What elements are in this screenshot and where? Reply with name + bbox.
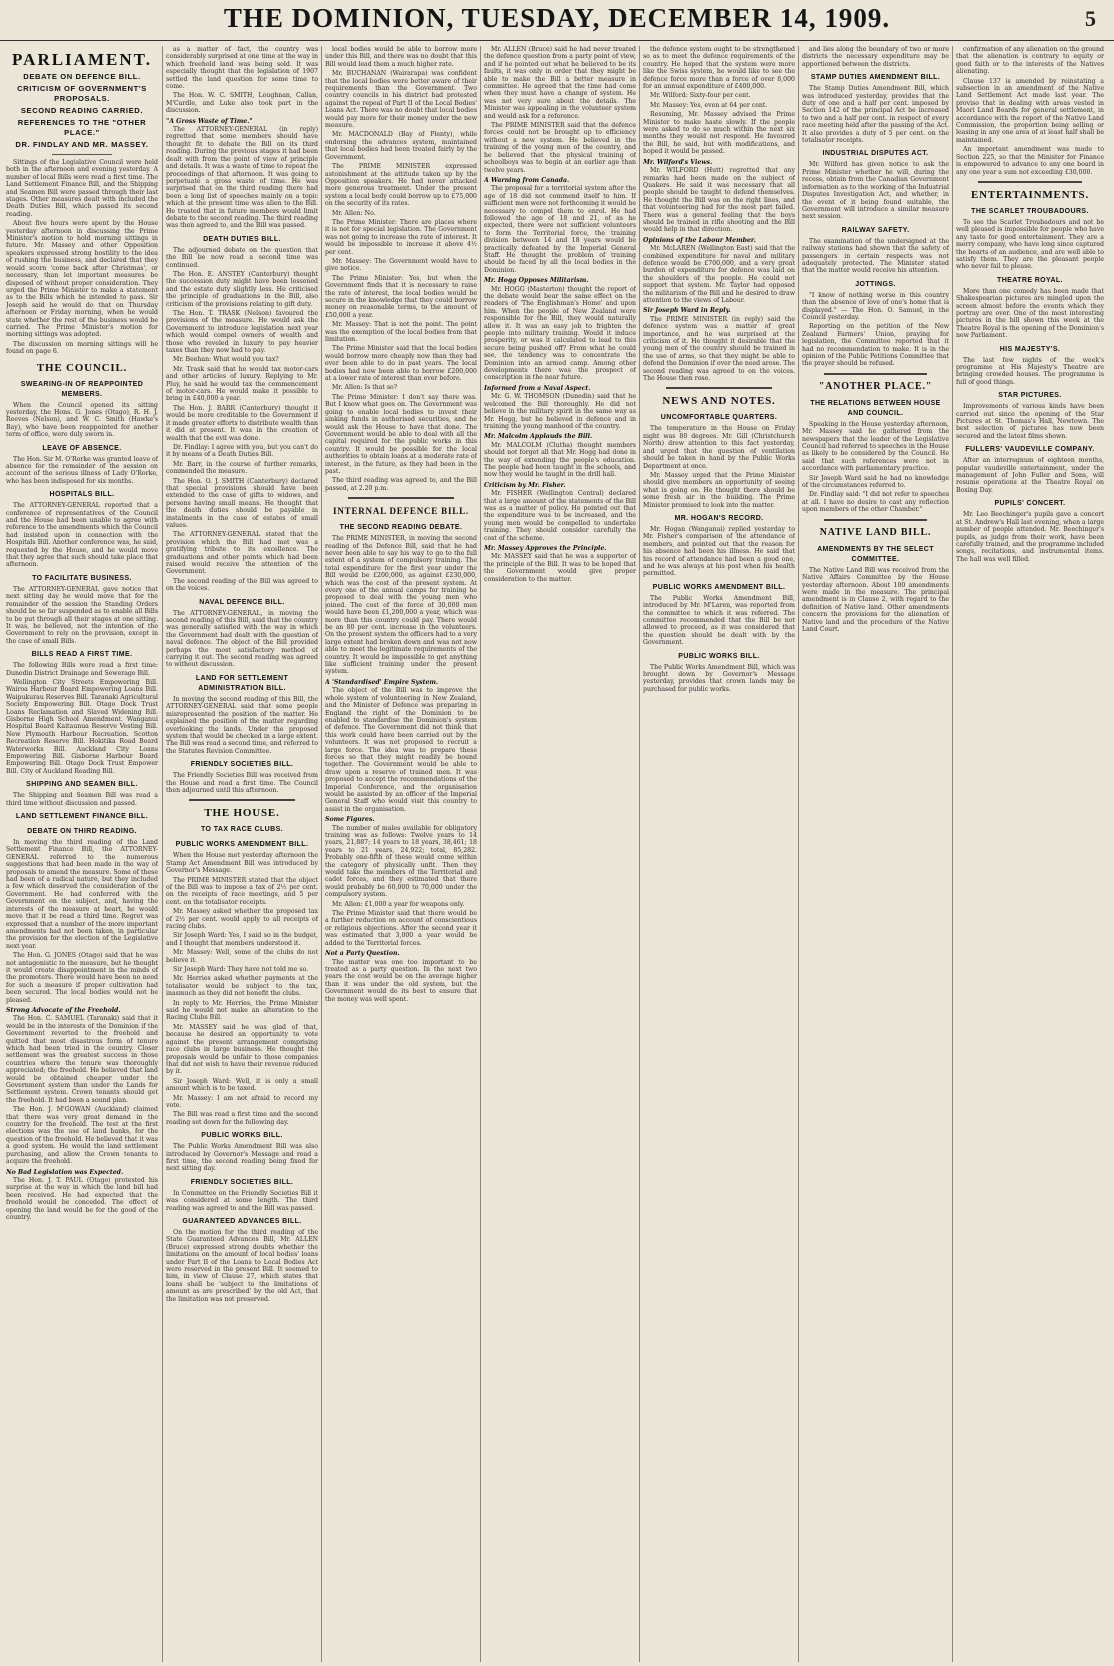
paragraph: The Prime Minister said that there would be a further reduction on account of conscientious or religious objections. After the second year it was estimated that 3,000 a year would be added to the Territorial forces. [325, 910, 477, 947]
paragraph: The Hon. J. T. PAUL (Otago) protested his surprise at the way in which the land bill had been received. He had expected that the freehold would be conceded. The effect of opening the land would be for the good of the country. [6, 1176, 158, 1221]
paragraph: The Prime Minister: There are places where it is not for special legislation. The Government was not going to increase the rate of interest. It would be impossible to increase it above 4½ per cent. [325, 218, 477, 256]
paragraph: An important amendment was made to Section 225, so that the Minister for Finance is empowered to advance to any one board in any one year a sum not exceeding £30,000. [956, 146, 1104, 176]
subheading: THE RELATIONS BETWEEN HOUSE AND COUNCIL. [810, 399, 941, 417]
paragraph: The Hon. G. JONES (Otago) said that he was not antagonistic to the measure, but he thought it would create disappointment in the minds of the promoters. There would have been no need for such a measure if proper cultivation had been secured. The local bodies would not be pleased. [6, 952, 158, 1004]
paragraph: The Hon. Sir M. O'Rorke was granted leave of absence for the remainder of the session on account of the serious illness of Lady O'Rorke, who has been indisposed for six months. [6, 455, 158, 485]
subheading: BILLS READ A FIRST TIME. [31, 651, 133, 659]
subheading: STAR PICTURES. [998, 392, 1062, 400]
subheading: PUBLIC WORKS BILL. [201, 1132, 283, 1140]
paragraph: When the House met yesterday afternoon the Stamp Act Amendment Bill was introduced by Governor's Message. [166, 852, 318, 875]
paragraph: Mr. Allen: £1,000 a year for weapons only. [332, 900, 465, 908]
section-heading-house: THE HOUSE. [204, 807, 280, 820]
subheading: PUBLIC WORKS AMENDMENT BILL. [652, 583, 786, 591]
column-2 [166, 46, 318, 1662]
subheading: TO FACILITATE BUSINESS. [32, 574, 132, 582]
page-number: 5 [1085, 6, 1096, 31]
paragraph: The Hon. E. ANSTEY (Canterbury) thought the succession duty might have been lessened and the estate duty slightly less. He criticised the principle of graduations in the Bill, also criticism of the provisions relating to gift duty. [166, 270, 318, 308]
subheading: JOTTINGS. [855, 280, 896, 288]
paragraph: Mr. Beehan: What would you tax? [173, 356, 279, 364]
paragraph: Dr. Findlay said: "I did not refer to speeches at all. I have no desire to cast any reflection upon members of the other Chamber." [802, 491, 949, 514]
section-heading-council: THE COUNCIL. [36, 361, 128, 374]
paragraph: The ATTORNEY-GENERAL stated that the provision which the Bill had met was a gratifying tribute to its excellence. The graduations and other points which had been raised would receive the attention of the Government. [166, 531, 318, 576]
paragraph: The adjourned debate on the question that the Bill be now read a second time was continued. [166, 246, 318, 269]
run-in-heading: A Warning from Canada. [484, 176, 570, 184]
paragraph: local bodies would be able to borrow more under this Bill, and there was no doubt that this Bill would lead them a much higher rate. [325, 46, 477, 68]
section-heading-news: NEWS AND NOTES. [662, 395, 776, 408]
subheading: DEBATE ON THIRD READING. [27, 828, 137, 836]
subheading: PUBLIC WORKS BILL. [678, 652, 760, 660]
paragraph: The examination of the undersigned at the railway stations had shown that the safety of passengers in certain respects was not adequately protected. The Minister stated that the matter would receive his attention. [802, 237, 949, 275]
column-rule [798, 46, 799, 1662]
subheading: PUBLIC WORKS AMENDMENT BILL. [175, 841, 309, 849]
paragraph: The Public Works Amendment Bill, which was brought down by Governor's Message yesterday, provides that crown lands may be purchased for public works. [643, 663, 795, 693]
subheading: SWEARING-IN OF REAPPOINTED MEMBERS. [20, 380, 144, 398]
subheading: CRITICISM OF GOVERNMENT'S PROPOSALS. [17, 84, 147, 103]
divider [824, 519, 927, 521]
paragraph: Mr. Massey: That is not the point. The point was the exemption of the local bodies from that limitation. [325, 321, 477, 344]
paragraph: Dr. Findlay: I agree with you, but you can't do it by means of a Death Duties Bill. [166, 443, 318, 459]
paragraph: The Bill was read a first time and the second reading set down for the following day. [166, 1111, 318, 1126]
paragraph: The PRIME MINISTER (in reply) said the defence system was a matter of great importance, and he was surprised at the criticism of it. He thought it desirable that the young men of the country should be trained in the use of arms, so that they might be able to defend the Dominion if ever the need arose. The second reading was agreed to on the voices. The House then rose. [643, 315, 795, 383]
paragraph: The number of males available for obligatory training was as follows: Twelve years to 14 years, 21,887; 14 years to 18 years, 38,461; 18 years to 21 years, 24,922; total, 85,282. Probably one-fifth of these would come within the category of physically unfit. Then they would take the members of the Territorial and cadet forces, and they estimated that there would probably be 60,000 to 70,000 under the compulsory system. [325, 824, 477, 899]
paragraph: The last few nights of the week's programme at His Majesty's Theatre are bringing crowded houses. The programme is full of good things. [956, 356, 1104, 386]
run-in-heading: No Bad Legislation was Expected. [6, 1168, 124, 1176]
divider [52, 154, 113, 155]
paragraph: Mr. Massey: I am not afraid to record my vote. [166, 1094, 318, 1109]
paragraph: The proposal for a territorial system after the age of 18 did not commend itself to him. If sufficient men were not forthcoming it would be necessary to compel them to enrol. He had followed the age of 18 and 21, of as he expected, there were not sufficient volunteers to form the Territorial force, the training division between 14 and 18 years would be practically defeated by the Imperial General Staff. He thought the problem of training should be faced by all the local bodies in the Dominion. [484, 185, 636, 274]
paragraph: Mr. Allen: No. [332, 209, 376, 217]
paragraph: In reply to Mr. Herries, the Prime Minister said he would not make an alteration to the Racing Clubs Bill. [166, 999, 318, 1022]
paragraph: Reporting on the petition of the New Zealand Farmers' Union, praying for legislation, the Committee reported that it had no recommendation to make. It is in the opinion of the Public Petitions Committee that the prayer should be refused. [802, 323, 949, 368]
subheading: HOSPITALS BILL. [49, 491, 115, 499]
run-in-heading: "A Gross Waste of Time." [166, 117, 253, 125]
paragraph: Mr. Herries asked whether payments at the totalisator would be subject to the tax, inasmuch as they did not benefit the clubs. [166, 975, 318, 998]
paragraph: The ATTORNEY-GENERAL reported that a conference of representatives of the Council and the House had been unable to agree with reference to the amendments which the Council had insisted upon in connection with the Hospitals Bill. Another conference was, he said, requested by the House, and he would move that they agree that such should take place that afternoon. [6, 502, 158, 569]
paragraph: On the motion for the third reading of the State Guaranteed Advances Bill, Mr. ALLEN (Bruce) expressed strong doubts whether the limitations on the amount of local bodies' loans under Part II of the Loans to Local Bodies Act were reserved in the present Bill. It seemed to him, in view of Clause 27, which states that loans shall be 'subject to the limitations of amount as are prescribed' by the old Act, that the limitation was not preserved. [166, 1229, 318, 1303]
paragraph: Mr. MALCOLM (Clutha) thought members should not forget all that Mr. Hogg had done in the way of extending the people's education. The people had been taught in the schools, and now they would be taught in the drill hall. [484, 441, 636, 479]
column-6 [802, 46, 949, 1662]
paragraph: Mr. Wilford has given notice to ask the Prime Minister whether he will, during the recess, obtain from the Canadian Government information as to the working of the Industrial Disputes Investigation Act, and whether, in the event of it being found suitable, the Government will introduce a similar measure next session. [802, 161, 949, 221]
masthead-title: THE DOMINION, TUESDAY, DECEMBER 14, 1909. [223, 3, 891, 33]
section-heading-another-place: "ANOTHER PLACE." [818, 380, 933, 392]
paragraph: The Stamp Duties Amendment Bill, which was introduced yesterday, provides that the duty of one and a half per cent. imposed by Section 142 of the principal Act be increased to two and a half per cent. in respect of every race meeting held after the passing of the Act. It also provides a duty of 5 per cent. on the totalisator receipts. [802, 85, 949, 145]
subheading: FULLERS' VAUDEVILLE COMPANY. [965, 446, 1095, 454]
paragraph: The Prime Minister: I don't say there was. But I know what goes on. The Government was going to enable local bodies to invest their sinking funds in authorised securities, and he would ask the House to have that done. The Government would be able to deal with all the capital required for the public works in this country. It would be possible for the local authorities to obtain loans at a moderate rate of interest, in the future, as they had been in the past. [325, 393, 477, 475]
paragraph: The following Bills were read a first time: Dunedin District Drainage and Sewerage Bill. [6, 662, 158, 677]
subheading: DEBATE ON DEFENCE BILL. [23, 72, 141, 81]
paragraph: Mr. Leo Beechinger's pupils gave a concert at St. Andrew's Hall last evening, when a large number of people attended. Mr. Beechinger's pupils, as judge from their work, have been carefully trained, and the programme included songs, recitations, and instrumental items. The hall was well filled. [956, 511, 1104, 563]
paragraph: In moving the second reading of this Bill, the ATTORNEY-GENERAL said that some people misrepresented the position of the matter. He explained the position of the matter regarding overlooking the lands. Under the proposed system that would be checked in a large extent. The Bill was read a second time, and referred to the Statutes Revision Committee. [166, 695, 318, 755]
subheading: LEAVE OF ABSENCE. [42, 444, 122, 452]
subheading: MR. HOGAN'S RECORD. [674, 514, 764, 522]
paragraph: The Hon. W. C. SMITH, Loughnan, Callan, M'Cardle, and Luke also took part in the discussion. [166, 92, 318, 115]
paragraph: The Hon. O. J. SMITH (Canterbury) declared that special provisions should have been extended to the case of gifts to widows, and persons having small means. He thought that the death duties should be payable in instalments in the case of estates of small values. [166, 477, 318, 529]
subheading: INDUSTRIAL DISPUTES ACT. [822, 150, 929, 158]
paragraph: Mr. ALLEN (Bruce) said he had never treated the defence question from a party point of view, and if he pointed out what he believed to be its faults, it was only in order that they might be able to make the Bill a better measure in committee. He agreed that the time had come when they must have a change of system. He was not very sure about the details. The Minister was appealing in the volunteer system and would ask for a reference. [484, 46, 636, 120]
paragraph: The PRIME MINISTER, in moving the second reading of the Defence Bill, said that he had never been able to say his way to go to the full extent of a system of compulsory training. The total expenditure for the first year under the Bill would be £200,000, as against £230,000, which was the cost of the present system. At every one of the annual camps for training he proposed to deal with the young men who joined. The cost of the force of 30,000 men would have been £1,200,000 a year, which was more than this country could pay. There would be an 80 per cent. increase in the volunteers. On the present system the officers had to a very large extent had broken down and was not now able to meet the legitimate requirements of the country. It would be impossible to get anything like sufficient training under the present system. [325, 535, 477, 676]
paragraph: In Committee on the Friendly Societies Bill it was considered at some length. The third reading was agreed to and the Bill was passed. [166, 1189, 318, 1212]
paragraph: Mr. Massey: Well, some of the clubs do not believe it. [166, 949, 318, 964]
section-heading-native-land: NATIVE LAND BILL. [819, 526, 932, 538]
column-3 [325, 46, 477, 1662]
paragraph: Mr. WILFORD (Hutt) regretted that any remarks had been made on the subject of Quakers. He said it was necessary that all people should be taught to defend themselves. He thought the Bill was on the right lines, and that volunteering had for the most part failed. There was a general feeling that the boys should be trained in rifle shooting and the Bill would help in that direction. [643, 167, 795, 234]
paragraph: The Public Works Amendment Bill was also introduced by Governor's Message and read a first time, the second reading being fixed for next sitting day. [166, 1143, 318, 1173]
divider [666, 387, 772, 389]
paragraph: Mr. Barr, in the course of further remarks, commended the measure. [166, 460, 318, 476]
paragraph: The PRIME MINISTER expressed astonishment at the attitude taken up by the Opposition speakers. He had never attacked more generous treatment. Under the present system a local body could borrow up to £75,000 on the security of its rates. [325, 163, 477, 208]
paragraph: The Prime Minister: Yes, but when the Government finds that it is necessary to raise the rate of interest, the local bodies would be secure in the knowledge that they could borrow money on reasonable terms, to the amount of £50,000 a year. [325, 274, 477, 319]
subheading: PUPILS' CONCERT. [994, 500, 1066, 508]
paragraph: Mr. G. W. THOMSON (Dunedin) said that he welcomed the Bill thoroughly. He did not believe in the military spirit in the same way as Mr. Hogg, but he believed in defence and in training the young manhood of the country. [484, 393, 636, 430]
run-in-heading: Strong Advocate of the Freehold. [6, 1006, 121, 1014]
run-in-heading: Mr. Wilford's Views. [643, 158, 713, 166]
paragraph: The Hon. J. M'GOWAN (Auckland) claimed that there was very great demand in the country for the freehold. The test at the first elections was the use of land banks, for the question of the freehold. He believed that it was a good system. He would the land settlement purchasing, and allow the Crown tenants to acquire the freehold. [6, 1106, 158, 1166]
run-in-heading: Sir Joseph Ward in Reply. [643, 307, 731, 315]
subheading: TO TAX RACE CLUBS. [201, 826, 283, 834]
paragraph: Mr. McLAREN (Wellington East) said that the combined expenditure for naval and military defence would be £700,000, and a very great burden of expenditure for defence was laid on the shoulders of the people. He could not support that system. Mr. Taylor had opposed the militarism of the Bill and he desired to draw attention to the views of Labour. [643, 245, 795, 304]
paragraph: When the Council opened its sitting yesterday, the Hons. G. Jones (Otago), R. H. J. Reeves (Nelson), and W. C. Smith (Hawke's Bay), who have been reappointed for another term of office, were duly sworn in. [6, 401, 158, 439]
columns [6, 46, 1106, 1662]
paragraph: The Friendly Societies Bill was received from the House and read a first time. The Council then adjourned until this afternoon. [166, 772, 318, 794]
subheading: RAILWAY SAFETY. [841, 226, 910, 234]
paragraph: The Shipping and Seamen Bill was read a third time without discussion and passed. [6, 792, 158, 807]
column-4 [484, 46, 636, 1662]
masthead [0, 0, 1114, 41]
paragraph: Sir Joseph Ward: Well, it is only a small amount which is to be taxed. [166, 1077, 318, 1093]
run-in-heading: Mr. Hogg Opposes Militarism. [484, 277, 589, 285]
paragraph: Improvements of various kinds have been carried out since the opening of the Star Pictures at St. Thomas's Hall, Newtown. The best selection of pictures has now been secured and the latest films shown. [956, 403, 1104, 440]
run-in-heading: Not a Party Question. [325, 950, 400, 958]
subheading: LAND FOR SETTLEMENT ADMINISTRATION BILL. [195, 674, 289, 692]
paragraph: Mr. MASSEY said that he was a supporter of the principle of the Bill. It was to be hoped that the Government would give proper consideration to the matter. [484, 553, 636, 583]
paragraph: Sir Joseph Ward: Yes, I said so in the budget, and I thought that members understood it. [166, 932, 318, 947]
paragraph: The ATTORNEY-GENERAL (in reply) regretted that some members should have thought fit to debate the Bill on its third reading. During the previous stages it had been dealt with from the point of view of principle and details. It was a waste of time to repeat the proceedings of that afternoon. It was going to perpetuate a gross waste of time. He was surprised that on the third reading there had been a long list of speeches mainly on a topic which at the present time was alien to the Bill. He trusted that in future members would limit debate to the second reading. The third reading was then agreed to, and the Bill was passed. [166, 126, 318, 230]
run-in-heading: Informed from a Naval Aspect. [484, 384, 591, 392]
paragraph: Mr. MASSEY said he was glad of that, because he desired an opportunity to vote against the present arrangement comprising race clubs in large business. He thought the proposals would be unfair to those companies that did not wish to have their revenue reduced by it. [166, 1023, 318, 1076]
paragraph: The temperature in the House on Friday night was 80 degrees. Mr. Gill (Christchurch North) drew attention to this fact yesterday, and urged that the question of ventilation should be taken in hand by the Public Works Department at once. [643, 425, 795, 470]
paragraph: The discussion on morning sittings will be found on page 6. [6, 340, 158, 356]
paragraph: The object of the Bill was to improve the whole system of volunteering in New Zealand, and the Minister of Defence was preparing in England the right of the Dominion to be enabled to standardise the Dominion's system of defence. The Government did not think that this work could have been carried out by the volunteers. It was not proposed to recruit a large force. The idea was to prepare these forces so that they might readily be bound together. The Government would be able to draw upon a reserve of trained men. It was proposed to accept the recommendations of the Imperial Conference, and the organisation would be assisted by an officer of the Imperial General Staff who would visit this country to assist in the organisation. [325, 687, 477, 813]
section-heading-entertainments: ENTERTAINMENTS. [970, 188, 1090, 201]
subheading: UNCOMFORTABLE QUARTERS. [660, 414, 778, 422]
paragraph: Speaking in the House yesterday afternoon, Mr. Massey said he gathered from the newspapers that the leader of the Legislative Council had referred to speeches in the House as likely to be considered by the Council. He said that such references were not in accordance with parliamentary practice. [802, 420, 949, 473]
paragraph: Wellington City Streets Empowering Bill. Wairoa Harbour Board Empowering Loans Bill. Waipukurau Reserves Bill. Taranaki Agricultural Society Empowering Bill. Otago Dock Trust Loans Reclamation and Slaved Widening Bill. Gisborne High School Amendment. Wanganui Hospital Board Kaitaunua Reserve Vesting Bill. New Plymouth Harbour Recreation. Scotton Recreation Reserve Bill. Hokitika Road Board Waterworks Bill. Auckland City Loans Empowering Bill. Gisborne Harbour Board Empowering Bill. Otago Dock Trust Empower Bill. City of Auckland Reading Bill. [6, 678, 158, 775]
subheading: LAND SETTLEMENT FINANCE BILL. [15, 813, 149, 821]
paragraph: Clause 137 is amended by reinstating a subsection in an amendment of the Native Land Settlement Act made last year. The proviso that in dealing with areas vested in Maori Land Boards for general settlement, in accordance with the report of the Native Land Commission, the proportion being selling or leasing in any one area of at least half shall be maintained. [956, 77, 1104, 144]
paragraph: Mr. BUCHANAN (Wairarapa) was confident that the local bodies were better aware of their requirements than the Government. Two country councils in his district had protested against the repeal of Part II of the Local Bodies' Loans Act. There was no doubt that local bodies would pay more for their money under the new measure. [325, 70, 477, 130]
subheading: THE SCARLET TROUBADOURS. [971, 207, 1089, 215]
column-1 [6, 46, 158, 1662]
subheading: DR. FINDLAY AND MR. MASSEY. [15, 140, 149, 149]
run-in-heading: Criticism by Mr. Fisher. [484, 481, 566, 489]
paragraph: "I know of nothing worse in this country than the absence of love of one's home that is displayed." — The Hon. O. Samuel, in the Council yesterday. [802, 291, 949, 321]
subheading: FRIENDLY SOCIETIES BILL. [190, 1178, 294, 1186]
subheading: DEATH DUTIES BILL. [203, 235, 281, 243]
column-rule [952, 46, 953, 1662]
subheading: NAVAL DEFENCE BILL. [199, 598, 285, 606]
column-rule [480, 46, 481, 1662]
subheading: THE SECOND READING DEBATE. [339, 524, 463, 532]
run-in-heading: A 'Standardised' Empire System. [325, 678, 439, 686]
paragraph: the defence system ought to be strengthened so as to meet the defence requirements of the country. He hoped that the system were more like the Swiss system, he would like to see the defence force more than a force of over 8,000 for an annual expenditure of £400,000. [643, 46, 795, 91]
paragraph: After an interregnum of eighteen months, popular vaudeville entertainment, under the management of John Fuller and Sons, will resume operations at the Theatre Royal on Boxing Day. [956, 457, 1104, 494]
paragraph: The Hon. J. BARR (Canterbury) thought it would be more creditable to the Government if it made greater efforts to distribute wealth than it did at present. It was in the creation of wealth that the evil was done. [166, 404, 318, 442]
run-in-heading: Some Figures. [325, 816, 375, 824]
paragraph: The PRIME MINISTER said that the defence forces could not be brought up to efficiency without a new system. He believed in the training of the young men of the country, and he believed that the physical training of schoolboys was to begin at an earlier age than twelve years. [484, 122, 636, 174]
paragraph: The third reading was agreed to, and the Bill passed, at 2.20 p.m. [325, 477, 477, 492]
paragraph: Sir Joseph Ward said he had no knowledge of the circumstances referred to. [802, 474, 949, 490]
paragraph: Mr. HOGG (Masterton) thought the report of the debate would bear the same effect on the readers of 'The Englishman's Home' and upon him. When the people of New Zealand were responsible for the Bill, they would naturally allow it. It was an easy job to frighten the people into military training. Would it induce prosperity, or was it calculated to lead to this secure being pushed off? From what he could see, the tendency was to concentrate the Dominion into an armed camp. Among other developments there was the prospect of conscription in the near future. [484, 285, 636, 382]
paragraph: confirmation of any alienation on the ground that the alienation is contrary to equity or good faith or to the interests of the Natives alienating. [956, 46, 1104, 76]
paragraph: Mr. MACDONALD (Bay of Plenty), while endorsing the advances system, maintained that local bodies had been treated fairly by the Government. [325, 131, 477, 161]
subheading: GUARANTEED ADVANCES BILL. [182, 1218, 302, 1225]
paragraph: Mr. Massey asked whether the proposed tax of 2½ per cent. would apply to all receipts of racing clubs. [166, 908, 318, 930]
column-rule [321, 46, 322, 1662]
subheading: HIS MAJESTY'S. [999, 345, 1061, 353]
paragraph: Sir Joseph Ward: They have not told me so. [173, 966, 309, 974]
subheading: THEATRE ROYAL. [997, 276, 1063, 284]
paragraph: as a matter of fact, the country was considerably surprised at one time at the way in which freehold land was being sold. It was especially thought that the legislation of 1907 settled the land question for some time to come. [166, 46, 318, 91]
paragraph: Mr. Massey: Yes, even at 64 per cent. [650, 101, 768, 109]
paragraph: About five hours were spent by the House yesterday afternoon in discussing the Prime Minister's motion to hold morning sittings in future. Mr. Massey and other Opposition speakers expressed strong hostility to the idea of rushing the business, and declared that they would scorn 'come back after Christmas', or necessary, than let important measures be disposed of without proper consideration. They urged the Prime Minister to make a statement as to the Bills which he intended to pass. Sir Joseph said he would do that on Thursday afternoon or Friday morning, when he would state whether the rest of the business would be carried. The Prime Minister's motion for morning sittings was adopted. [6, 220, 158, 339]
paragraph: Mr. Allen: Is that so? [332, 384, 398, 392]
paragraph: Sittings of the Legislative Council were held both in the afternoon and evening yesterday. A number of local Bills were read a first time. The Land Settlement Finance Bill, and the Shipping and Seamen Bill were passed through their last stages. Other measures dealt with included the Death Duties Bill, which passed its second reading. [6, 159, 158, 218]
paragraph: The matter was one too important to be treated as a party question. In the next two years the cost would be on the average higher than it was under the old system, but the Government would do its best to ensure that the money was well spent. [325, 958, 477, 1003]
divider [978, 181, 1082, 183]
paragraph: To see the Scarlet Troubadours and not be well pleased is impossible for people who have any taste for good entertainment. They are a merry company, who have long since captured the hearts of an audience, and are well able to satisfy them. They are the pleasant people who never fail to please. [956, 218, 1104, 271]
divider [189, 799, 295, 801]
run-in-heading: Opinions of the Labour Member. [643, 236, 756, 244]
paragraph: Mr. Trask said that he would tax motor-cars and other articles of luxury. Replying to Mr. Pluy, he said he would tax the commencement of motor-cars. He would make it possible to bring in £40,000 a year. [166, 365, 318, 403]
paragraph: The Native Land Bill was received from the Native Affairs Committee by the House yesterday afternoon. About 100 amendments were made in the measure. The principal amendment is in Clause 2, with regard to the definition of Native land. Other amendments concern the provisions for the alienation of Native land and the procedure of the Native Land Court. [802, 566, 949, 633]
paragraph: In moving the third reading of the Land Settlement Finance Bill, the ATTORNEY-GENERAL referred to the numerous suggestions that had been made in the way of proposals to amend the measure. Some of these had been of a radical nature, but they included a few which deserved the consideration of the Government. He had conferred with the Government on the subject, and, having the interests of the measure at heart, he would move that it be read a third time. Regret was expressed that a number of the more important amendments had not been taken, in particular the provision for the election of the Legislative next year. [6, 839, 158, 950]
subheading: SHIPPING AND SEAMEN BILL. [26, 781, 138, 789]
paragraph: More than one comedy has been made that Shakespearian pictures are mingled upon the screen almost before the events which they portray are over. One of the most interesting pictures in the bill shown this week at the Theatre Royal is the opening of the Dominion's new Parliament. [956, 287, 1104, 340]
column-rule [639, 46, 640, 1662]
run-in-heading: Mr. Massey Approves the Principle. [484, 545, 607, 552]
paragraph: The ATTORNEY-GENERAL gave notice that next sitting day he would move that for the remainder of the session the Standing Orders should be so far suspended as to enable all Bills to be put through all their stages at one sitting. It was, he believed, not the intention of the Government to rely on the provision, except in the case of small Bills. [6, 585, 158, 645]
paragraph: Resuming, Mr. Massey advised the Prime Minister to make haste slowly. If the people were asked to do so much within the next six months they would not respond. He favoured the Bill, he said, but with modifications, and hoped it would be passed. [643, 111, 795, 156]
paragraph: The second reading of the Bill was agreed to on the voices. [166, 577, 318, 593]
subheading: STAMP DUTIES AMENDMENT BILL. [810, 74, 941, 82]
subheading: FRIENDLY SOCIETIES BILL. [190, 761, 294, 769]
paragraph: Mr. Wilford: Sixty-four per cent. [650, 92, 751, 100]
paragraph: The Hon. T. TRASK (Nelson) favoured the provisions of the measure. He would ask the Government to introduce legislation next year which would compel owners of wealth and those who reveled in luxury to pay heavier taxes than they now had to pay. [166, 310, 318, 355]
paragraph: The PRIME MINISTER stated that the object of the Bill was to impose a tax of 2½ per cent. on the receipts of race meetings, and 5 per cent. on the totalisator receipts. [166, 876, 318, 906]
paragraph: Mr. Hogan (Wanganui) replied yesterday to Mr. Fisher's comparison of the attendance of members, and pointed out that the reason for his absence had been his illness. He said that his record of attendance had been a good one, and he was always at his post when his health permitted. [643, 525, 795, 578]
subheading: REFERENCES TO THE "OTHER PLACE." [17, 118, 147, 137]
column-rule [162, 46, 163, 1662]
run-in-heading: Mr. Malcolm Applauds the Bill. [484, 433, 593, 441]
paragraph: Mr. FISHER (Wellington Central) declared that a large amount of the statements of the Bill was as a matter of policy. He pointed out that the expenditure was to be increased, and the young men would be compelled to undertake training. They should consider carefully the cost of the scheme. [484, 490, 636, 542]
paragraph: Mr. Massey urged that the Prime Minister should give members an opportunity of seeing what is going on. He thought there should be some fresh air in the building. The Prime Minister promised to look into the matter. [643, 471, 795, 509]
section-heading-defence: INTERNAL DEFENCE BILL. [333, 506, 469, 517]
paragraph: and lies along the boundary of two or more districts the necessary expenditure may be apportioned between the districts. [802, 46, 949, 68]
paragraph: The Hon. C. SAMUEL (Taranaki) said that it would be in the interests of the Dominion if the Government reverted to the freehold and quitted that most disastrous form of tenure which had been tried in the country. Closer settlement was the greatest success in those countries where the tenure was thoroughly appreciated; the freehold. He believed that land would be obtained cheaper under the Government system than under the Lands for Settlement system. Crown tenants should get the freehold. It had been a sound plan. [6, 1015, 158, 1104]
column-7 [956, 46, 1104, 1662]
paragraph: The ATTORNEY-GENERAL, in moving the second reading of this Bill, said that the country was generally satisfied with the way in which the Government had dealt with the question of naval defence. The object of the Bill provided perhaps the most satisfactory method of carrying it out. The second reading was agreed to without discussion. [166, 609, 318, 669]
subheading: SECOND READING CARRIED. [20, 106, 144, 115]
subheading: AMENDMENTS BY THE SELECT COMMITTEE. [817, 545, 934, 563]
paragraph: The Public Works Amendment Bill, introduced by Mr. M'Laren, was reported from the committee to which it was referred. The committee recommended that the Bill be not allowed to proceed, as it was considered that the question should be dealt with by the Government. [643, 594, 795, 647]
divider [824, 373, 927, 375]
section-heading-parliament: PARLIAMENT. [12, 50, 152, 69]
paragraph: The Prime Minister said that the local bodies would borrow more cheaply now than they had ever been able to do in past years. The local bodies had now been able to borrow £200,000 at a lower rate of interest than ever before. [325, 345, 477, 383]
divider [348, 497, 454, 499]
paragraph: Mr. Massey: The Government would have to give notice. [325, 257, 477, 273]
column-5 [643, 46, 795, 1662]
